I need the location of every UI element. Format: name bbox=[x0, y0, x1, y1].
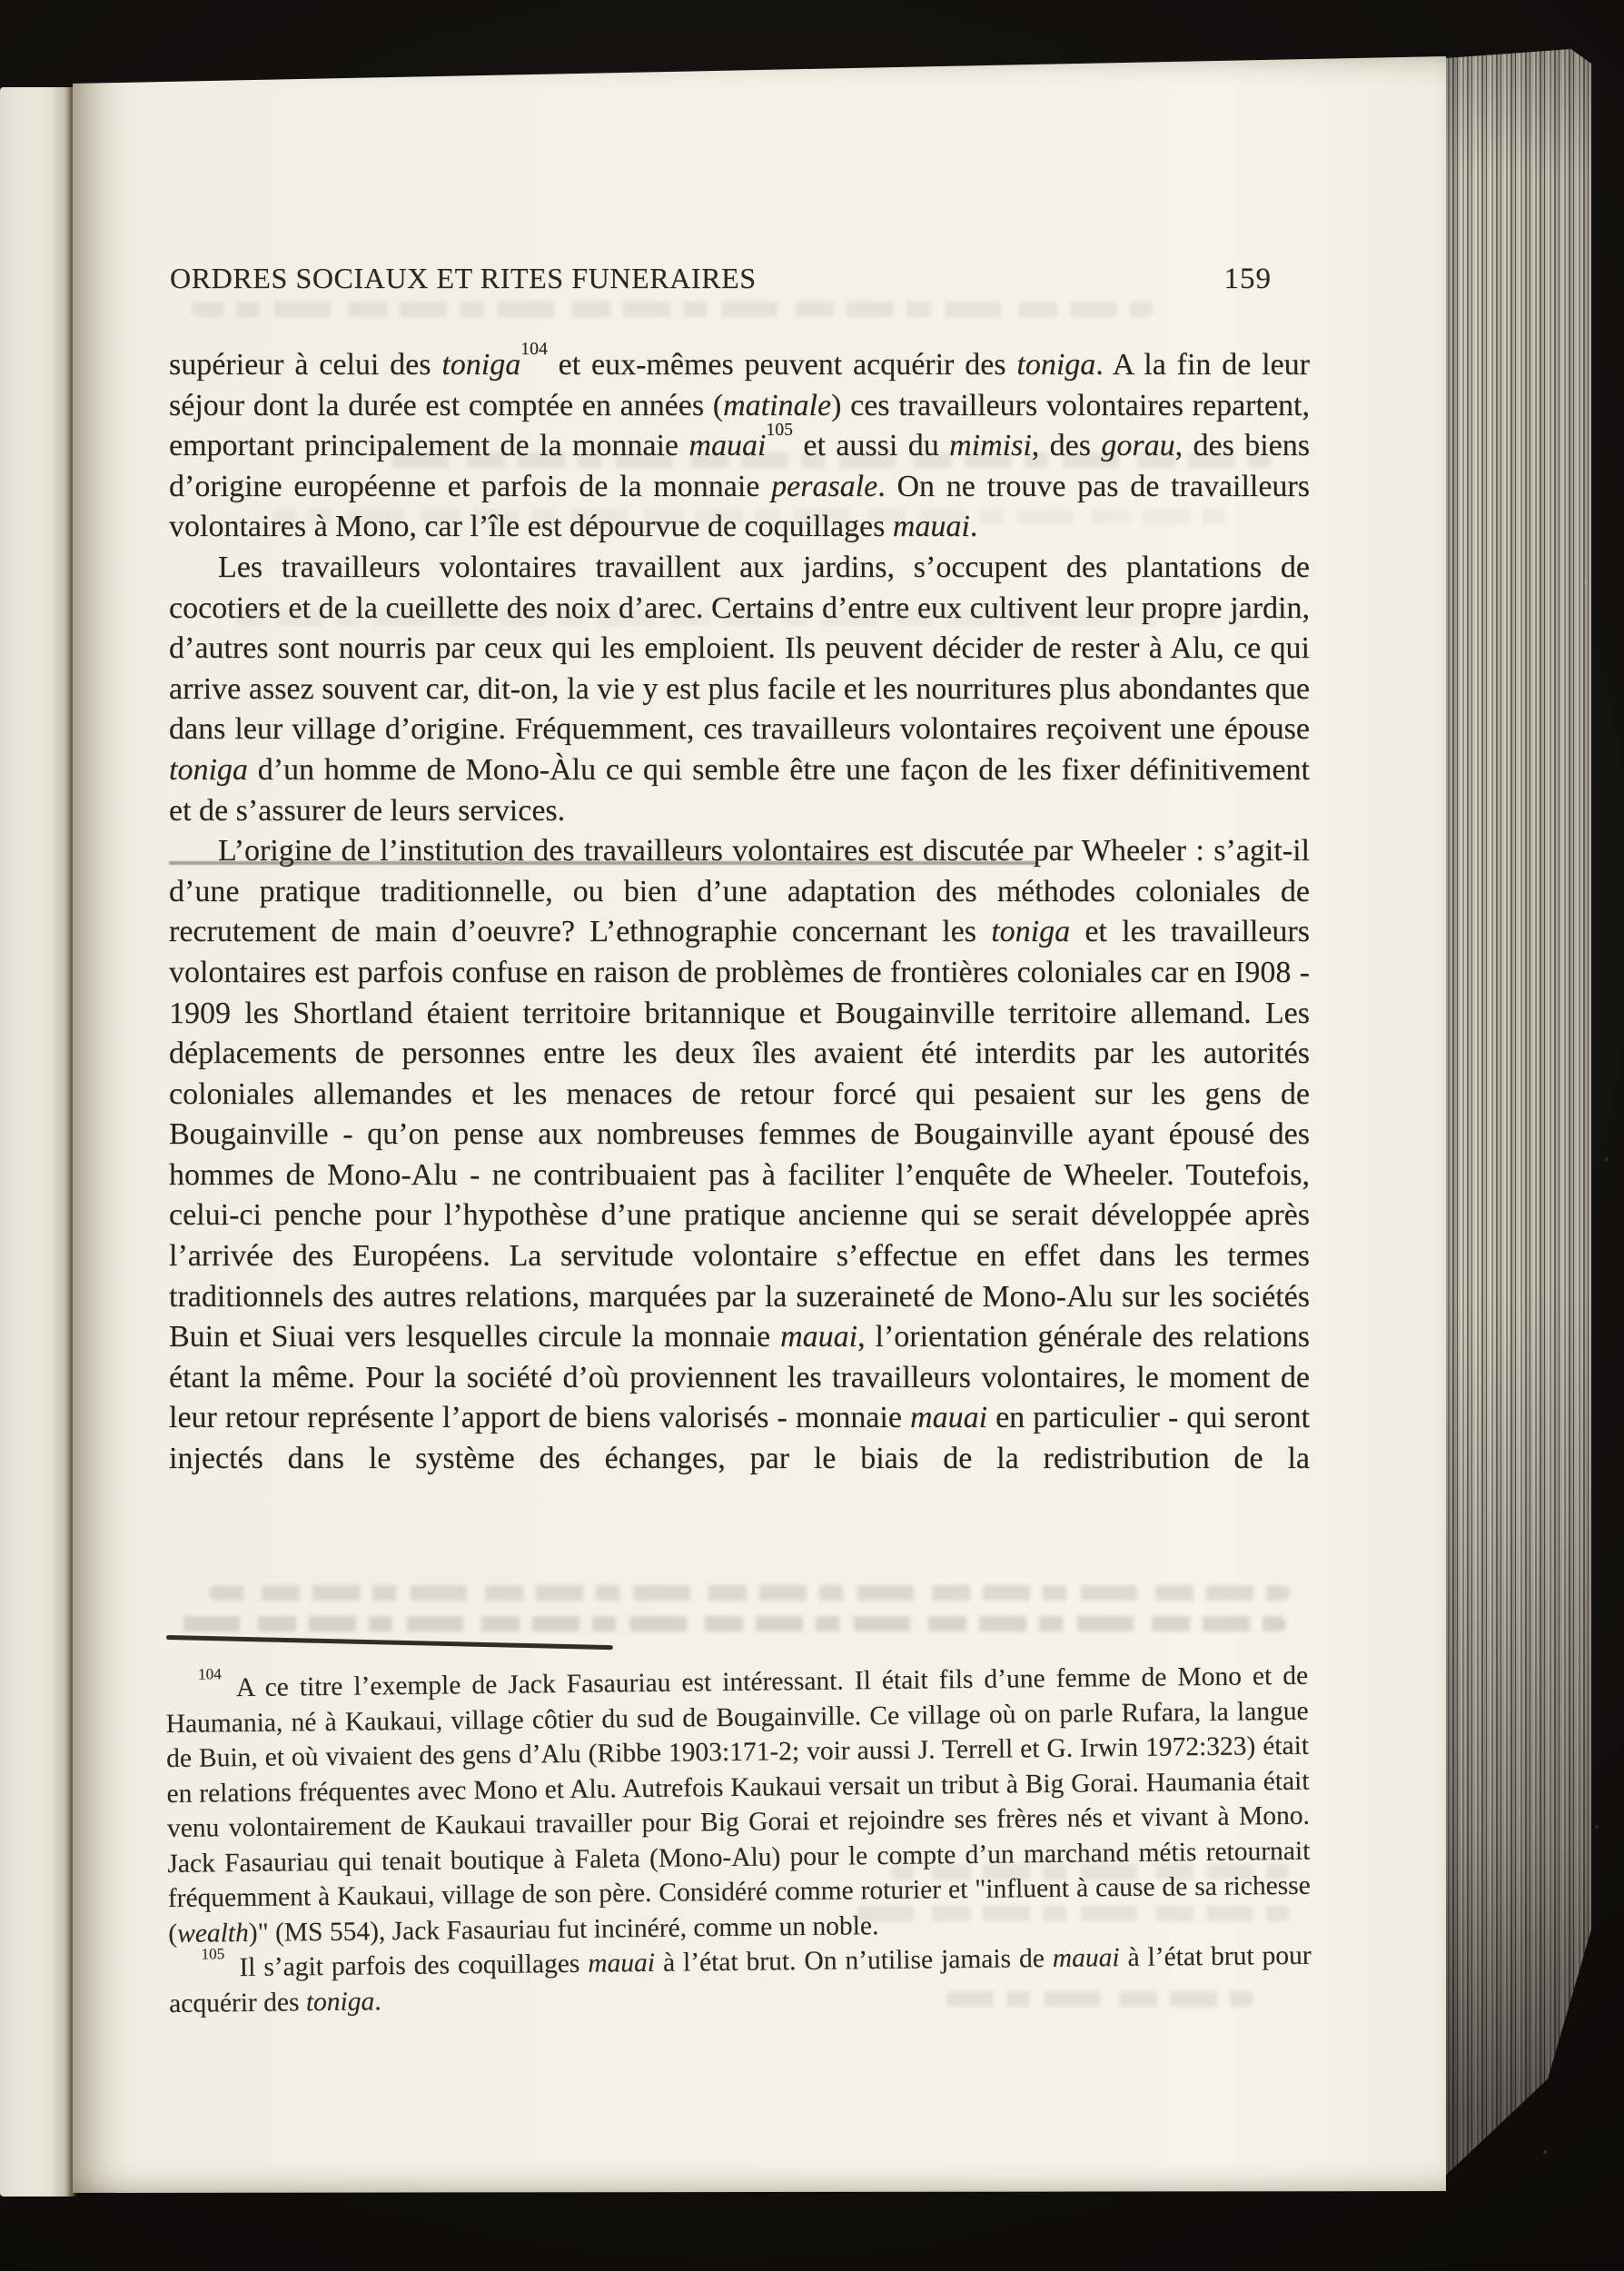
dust-specks bbox=[0, 0, 2, 2]
footnote-ref: 105 bbox=[766, 420, 793, 440]
footnote-text-run: à l’état brut. On n’utilise jamais de bbox=[654, 1943, 1053, 1978]
body-paragraph bbox=[169, 338, 1311, 548]
text-run: mauai bbox=[892, 510, 970, 544]
footnote bbox=[168, 1939, 1312, 2021]
previous-page-edge bbox=[0, 87, 74, 2197]
footnote-text-run: mauai bbox=[588, 1948, 656, 1978]
text-run: et aussi du bbox=[792, 429, 950, 463]
footnotes bbox=[165, 1659, 1312, 2021]
footnote-text-run: wealth bbox=[176, 1918, 249, 1949]
text-run: gorau bbox=[1101, 429, 1175, 463]
footnote-text-run: à l’état brut pour acquérir des bbox=[168, 1940, 1312, 2018]
page-number: 159 bbox=[1223, 263, 1272, 295]
text-run: mauai bbox=[780, 1320, 858, 1354]
text-run: toniga bbox=[1016, 348, 1096, 382]
text-run: L’origine de l’institution des travailleurs volontaires est discutée par Wheeler : s’agit-il d’une pratique traditionnelle, ou bien d’une adaptation des méthodes coloniales de recrutement de main d’oeuvre? L’ethnographie concernant les bbox=[169, 834, 1310, 949]
footnote-text-run: . bbox=[374, 1986, 381, 2016]
text-run: et les travailleurs volontaires est parfois confuse en raison de problèmes de frontières coloniales car en I908 - 1909 les Shortland étaient territoire britannique et Bougainville territoire allemand. Les déplacements de personnes entre les deux îles avaient été interdits par les autorités coloniales allemandes et les menaces de retour forcé qui pesaient sur les gens de Bougainville - qu’on pense aux nombreuses femmes de Bougainville ayant épousé des hommes de Mono-Alu - ne contribuaient pas à faciliter l’enquête de Wheeler. Toutefois, celui-ci penche pour l’hypothèse d’une pratique ancienne qui se serait développée après l’arrivée des Européens. La servitude volontaire s’effectue en effet dans les termes traditionnels des autres relations, marquées par la suzeraineté de Mono-Alu sur les sociétés Buin et Siuai vers lesquelles circule la monnaie bbox=[169, 915, 1310, 1354]
text-run: d’un homme de Mono-Àlu ce qui semble être une façon de les fixer définitivement et de s’assurer de leurs services. bbox=[169, 752, 1310, 828]
footnote-text-run: toniga bbox=[305, 1986, 375, 2017]
text-run: en particulier - qui seront injectés dans le système des échanges, par le biais de la redistribution de la bbox=[169, 1401, 1310, 1476]
text-run: toniga bbox=[991, 915, 1071, 949]
body-text bbox=[169, 338, 1311, 1480]
text-run: . bbox=[969, 510, 978, 544]
text-run: . A la fin de leur séjour dont la durée est comptée en années ( bbox=[169, 348, 1311, 422]
body-paragraph bbox=[169, 831, 1310, 1480]
body-paragraph bbox=[169, 548, 1310, 831]
chapter-title: ORDRES SOCIAUX ET RITES FUNERAIRES bbox=[170, 262, 757, 294]
footnote-marker: 104 bbox=[197, 1664, 222, 1683]
text-run: et eux-mêmes peuvent acquérir des bbox=[547, 348, 1017, 382]
footnote-text-run: Il s’agit parfois des coquillages bbox=[239, 1949, 589, 1983]
page-edge-stack bbox=[1446, 49, 1591, 2186]
text-run: ) ces travailleurs volontaires repartent, emportant principalement de la monnaie bbox=[169, 388, 1310, 463]
text-run: , des biens d’origine européenne et parfois de la monnaie bbox=[169, 429, 1310, 503]
text-run: toniga bbox=[169, 752, 248, 787]
bleed-through-text bbox=[169, 1616, 1286, 1631]
text-run: supérieur à celui des bbox=[169, 348, 442, 382]
footnote-ref: 104 bbox=[520, 338, 548, 359]
footnote bbox=[165, 1659, 1311, 1951]
bleed-through-text bbox=[191, 302, 1154, 317]
text-run: . On ne trouve pas de travailleurs volontaires à Mono, car l’île est dépourvue de coquillages bbox=[169, 469, 1310, 544]
footnote-text-run: A ce titre l’exemple de Jack Fasauriau est intéressant. Il était fils d’une femme de Mono et de Haumania, né à Kaukaui, village côtier du sud de Bougainville. Ce village où on parle Rufara, la langue de Buin, et où vivaient des gens d’Alu (Ribbe 1903:171-2; voir aussi J. Terrell et G. Irwin 1972:323) était en relations fréquentes avec Mono et Alu. Autrefois Kaukaui versait un tribut à Big Gorai. Haumania était venu volontairement de Kaukaui travailler pour Big Gorai et rejoindre ses frères nés et vivant à Mono. Jack Fasauriau qui tenait boutique à Faleta (Mono-Alu) pour le compte d’un marchand métis retournait fréquemment à Kaukaui, village de son père. Considéré comme roturier et "influent à cause de sa richesse ( bbox=[165, 1661, 1311, 1949]
footnote-text-run: mauai bbox=[1052, 1943, 1120, 1973]
text-run: mauai bbox=[910, 1401, 988, 1435]
text-run: mauai bbox=[688, 429, 767, 463]
text-run: , l’orientation générale des relations étant la même. Pour la société d’où proviennent les travailleurs volontaires, le moment de leur retour représente l’apport de biens valorisés - monnaie bbox=[169, 1320, 1310, 1435]
text-run: toniga bbox=[441, 348, 521, 382]
bleed-through-text bbox=[209, 1585, 1290, 1601]
running-header bbox=[170, 262, 1272, 296]
page-edge-shading bbox=[1446, 49, 1591, 2186]
text-run: , des bbox=[1031, 429, 1102, 463]
footnote-text-run: )" (MS 554), Jack Fasauriau fut incinéré, comme un noble. bbox=[248, 1910, 879, 1948]
text-run: mimisi bbox=[949, 429, 1032, 463]
footnote-marker: 105 bbox=[201, 1944, 225, 1963]
text-run: perasale bbox=[771, 469, 878, 503]
text-run: matinale bbox=[723, 388, 832, 422]
text-run: Les travailleurs volontaires travaillent aux jardins, s’occupent des plantations de cocotiers et de la cueillette des noix d’arec. Certains d’entre eux cultivent leur propre jardin, d’autres sont nourris par ceux qui les emploient. Ils peuvent décider de rester à Alu, ce qui arrive assez souvent car, dit-on, la vie y est plus facile et les nourritures plus abondantes que dans leur village d’origine. Fréquemment, ces travailleurs volontaires reçoivent une épouse bbox=[169, 550, 1310, 747]
